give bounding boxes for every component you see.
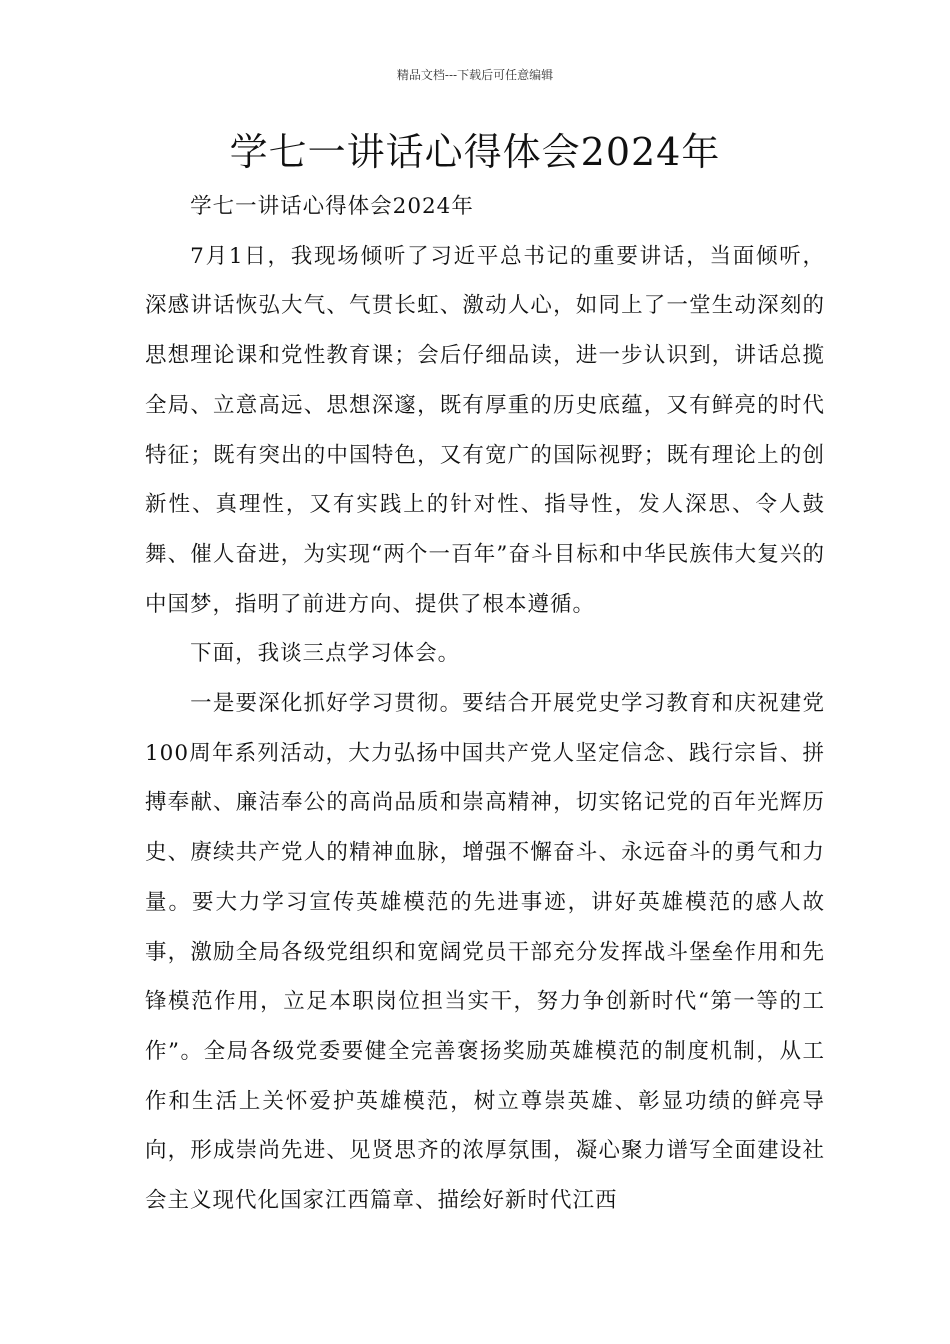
header-note: 精品文档---下载后可任意编辑 [396, 68, 554, 82]
document-title: 学七一讲话心得体会2024年 [229, 130, 721, 174]
subtitle-paragraph: 学七一讲话心得体会2024年 [190, 194, 474, 219]
body-paragraph: 下面，我谈三点学习体会。 [190, 641, 461, 667]
document-body [145, 182, 825, 1226]
body-paragraph: 一是要深化抓好学习贯彻。要结合开展党史学习教育和庆祝建党100周年系列活动，大力弘扬中国共产党人坚定信念、践行宗旨、拼搏奉献、廉洁奉公的高尚品质和崇高精神，切实铭记党的百年光辉历史、赓续共产党人的精神血脉，增强不懈奋斗、永远奋斗的勇气和力量。要大力学习宣传英雄模范的先进事迹，讲好英雄模范的感人故事，激励全局各级党组织和宽阔党员干部充分发挥战斗堡垒作用和先锋模范作用，立足本职岗位担当实干，努力争创新时代“第一等的工作”。全局各级党委要健全完善褒扬奖励英雄模范的制度机制，从工作和生活上关怀爱护英雄模范，树立尊崇英雄、彰显功绩的鲜亮导向，形成崇尚先进、见贤思齐的浓厚氛围，凝心聚力谱写全面建设社会主义现代化国家江西篇章、描绘好新时代江西 [145, 691, 825, 1214]
body-paragraph: 7月1日，我现场倾听了习近平总书记的重要讲话，当面倾听，深感讲话恢弘大气、气贯长虹、激动人心，如同上了一堂生动深刻的思想理论课和党性教育课；会后仔细品读，进一步认识到，讲话总揽全局、立意高远、思想深邃，既有厚重的历史底蕴，又有鲜亮的时代特征；既有突出的中国特色，又有宽广的国际视野；既有理论上的创新性、真理性，又有实践上的针对性、指导性，发人深思、令人鼓舞、催人奋进，为实现“两个一百年”奋斗目标和中华民族伟大复兴的中国梦，指明了前进方向、提供了根本遵循。 [145, 243, 825, 617]
